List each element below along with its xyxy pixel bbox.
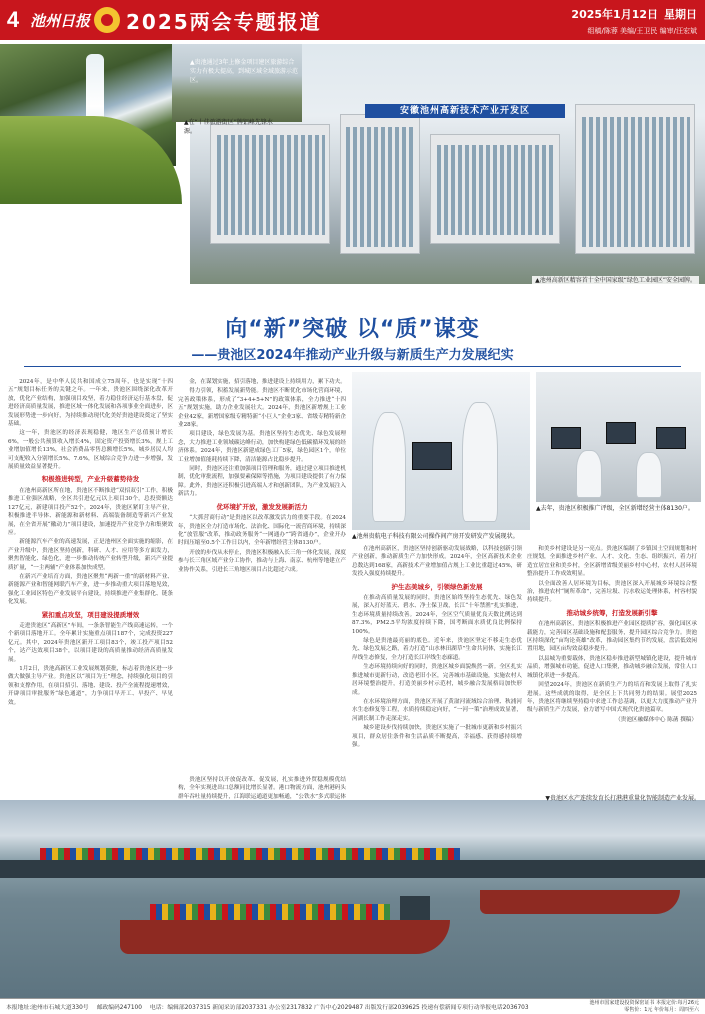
paragraph: 在池州高新区所在地，贵池区不断推进“双招双引”工作，积极推进工业强区战略，全区共引进亿元以上项目30个，总投资额达127亿元，新建项目投产52个。2024年，贵池区紧盯主导产业，积极推进半导体、新能源和新材料、高端装备制造等新兴产业发展，在全省开展“徽动力”项目建设，加速提升产业竞争力和集聚效应。 [8,487,173,536]
issue-date: 2025年1月12日 星期日 [571,8,697,21]
paragraph: 和美乡村建设是另一亮点。贵池区编制了乡镇国土空间规划和村庄规划，全面推进乡村产业、人才、文化、生态、组织振兴，着力打造宜居宜业和美乡村，全区新增省级美丽乡村中心村，农村人居环境整治提升工作成效明显。 [527,546,697,578]
divider [24,366,681,367]
masthead [0,0,705,40]
footer-postcode: 邮政编码247100 [96,1005,142,1011]
paragraph: 这一年，贵池区的经济表现稳健，地区生产总值预计增长6%，一般公共预算收入增长4%，固定资产投资增长3%，规上工业增加值增长13%，社会消费品零售总额增长5%，城乡居民人均可支配收入分别增长5%、7.6%，区域综合竞争力进一步增强，发展质量效益显著提升。 [8,430,173,471]
issue-weekday: 星期日 [664,8,697,21]
newspaper-brand: 池州日报 [30,11,91,30]
section-heading: 推动城乡统筹，打造发展新引擎 [566,608,658,617]
footer [0,998,705,1014]
emblem-icon [94,7,120,33]
paragraph: 回望2024年，贵池区在新质生产力的培育和发展上取得了扎实进展。这些成就的取得，是全区上下共同努力的结果。展望2025年，贵池区将继续坚持稳中求进工作总基调，以更大力度推动产业升级与新质生产力发展，奋力谱写中国式现代化贵池篇章。 [527,682,697,714]
paragraph: 在水环境治理方面，贵池区开展了黄湓河流域综合治理、秋浦河水生态修复等工程，水质持续稳定向好，“一河一策”治理成效显著，河湖长制工作走深走实。 [352,698,522,722]
caption-port: ▼贵池区水产连续发育长打港港重量化智能制造产业发展。 [545,795,700,802]
paragraph: 在池州高新区，贵池区积极推进产业园区提质扩容，强化园区承载能力，完善园区基础设施和配套服务，提升园区综合竞争力。贵池区持续深化“亩均论英雄”改革，推动园区集约节约发展，盘活低效闲置用地，园区亩均效益稳步提升。 [527,621,697,653]
photo-port [0,800,705,998]
paragraph: 在推动高质量发展的同时，贵池区始终坚持生态优先、绿色发展，深入打好蓝天、碧水、净土保卫战，长江“十年禁渔”扎实推进，生态环境质量持续改善。2024年，全区空气质量优良天数比例达到87.3%，PM2.5平均浓度持续下降，国考断面水质优良比例保持100%。 [352,595,522,635]
paragraph: 2024年，是中华人民共和国成立75周年，也是实现“十四五”规划目标任务的关键之年。一年来，贵池区围绕深化改革开放，优化产业结构，加强项目攻坚，着力稳住经济运行基本盘，促进经济高质量发展，推进区域一体化发展和各项事业全面进步，区发展形势进一步向好，为持续推动现代化美好贵池建设奠定了坚实基础。 [8,379,173,428]
byline: （贵池区融媒体中心 陈菡 撰稿） [615,716,697,723]
photo-lab-workers [352,372,530,530]
footer-license: 池州市国家建设投资保密证书 本报定价:每月26元 [589,999,699,1006]
paragraph: 以县城为重要载体，贵池区稳步推进新型城镇化建设，提升城市品质，增强城市功能，促进人口集聚，推动城乡融合发展，常住人口城镇化率进一步提高。 [527,655,697,679]
article-column-2 [178,378,346,774]
subheadline: ——贵池区2024年推动产业升级与新质生产力发展纪实 [191,348,514,363]
caption-park: ▲池州高新区精容首十全中国家级“绿色工业园区”安全园牌。 [532,276,699,285]
caption-office: ▲去年，贵池区积极推广评级，全区新增经营主体8130户。 [536,505,694,512]
paragraph: 1月2日，贵池高新区工业发展规划获批，标志着贵池区进一步做大做强主导产业。贵池区以“项目为王”理念，持续强化项目的引领和支撑作用，在项目招引、落地、建设、投产全流程提速增效，开辟项目审批服务“绿色通道”，力争项目早开工、早投产、早见效。 [8,666,173,706]
caption-lab: ▲池州贵航电子科技有限公司操作间产房开发研发产发展现状。 [352,533,519,540]
masthead-info [565,6,697,36]
photo-service-office [536,372,701,502]
footer-address: 本报地址:池州市石城大道330号 [6,1005,89,1011]
paragraph: 项目建设，绿色发展为基。贵池区坚持生态优先、绿色发展理念，大力推进工业领域碳达峰行动，加快构建绿色低碳循环发展的经济体系。2024年，贵池区新建成绿色工厂5家，绿色园区1个，单位工业增加值能耗持续下降，清洁能源占比稳步提升。 [178,431,346,463]
page-number: 4 [6,7,20,32]
section-heading: 紧扣重点攻坚，项目建设提质增效 [41,610,140,619]
article-column-1 [8,378,173,774]
paragraph: 生态环境持续向好的同时，贵池区城乡面貌焕然一新。全区扎实推进城市更新行动，改造老旧小区，完善城市基础设施，实施农村人居环境整治提升，打造美丽乡村示范村，城乡融合发展格局加快形成。 [352,664,522,696]
paragraph: 在池州高新区，贵池区坚持创新驱动发展战略，以科技创新引领产业创新，推动新质生产力加快形成。2024年，全区高新技术企业总数达到168家，高新技术产业增加值占规上工业比重超过45%，研发投入强度持续提升。 [352,546,522,578]
paragraph: 城乡建设步伐持续加快，贵池区实施了一批城市更新和乡村振兴项目，群众居住条件和生活品质不断提高，幸福感、获得感持续增强。 [352,725,522,748]
paragraph: 绿色是贵池最亮丽的底色。近年来，贵池区坚定不移走生态优先、绿色发展之路，着力打造“山水林田湖草”生命共同体，实施长江岸线生态修复，全力打造长江岸线生态廊道。 [352,638,522,661]
paragraph: 走进贵池区“高新区”车间，一条条智能生产线高速运转，一个个新项目落地开工。全年累计实施重点项目187个，完成投资227亿元。其中，2024年贵池区新开工项目83个，竣工投产项目52个，达产达效项目38个，以项目建设的高质量推动经济高质量发展。 [8,622,173,663]
section-heading: 优环境扩开放，激发发展新活力 [216,502,308,511]
special-title: 2025两会专题报道 [126,9,322,34]
paragraph: 在新兴产业培育方面，贵池区聚焦“两新一重”的新材料产业、新能源产业和智能网联汽车产业，进一步推动重大项目落地见效，强化工业园区特色产业发展平台建设，持续推进产业集群化、链条化发展。 [8,573,173,606]
park-sign: 安徽池州高新技术产业开发区 [365,104,565,118]
paragraph: 以全面改善人居环境为目标，贵池区深入开展城乡环境综合整治，推进农村“厕所革命”，完善垃圾、污水收运处理体系，村容村貌持续提升。 [527,580,697,604]
paragraph: 同时，贵池区还注重加强项目管理和服务，通过建立项目推进机制，优化审批流程，加强要素保障等措施，为项目建设提供了有力保障。此外，贵池区还积极引进高端人才和创新团队，为产业发展注入新活力。 [178,466,346,498]
paragraph: 新能源汽车产业的高速发展，正是池州区全面实施的缩影，在产业升级中，贵池区坚持创新，科研、人才、应用等多方面发力，聚焦智能化、绿色化，进一步推动传统产业转型升级，新兴产业提质扩量，“一主两辅”产业体系加快成型。 [8,539,173,571]
paragraph: 开放的步伐从未停止，贵池区积极融入长三角一体化发展，深度参与长三角区域产业分工协作，推动与上海、南京、杭州等地建立产业协作关系，引进长三角地区项目占比超过六成。 [178,549,346,573]
caption-waterfall: ▲贵池通过3年上修金项目建区旅游综合实力有极大提高，到城区域全域旅游示范区。 [190,59,299,84]
footer-price: 零售价：1元 年价每月：周四至六 [624,1006,699,1013]
headline: 向“新”突破 以“质”谋变 [225,317,480,342]
paragraph: 得力引领，积蓄发展新势能。贵池区不断优化市场化营商环境，完善政策体系，形成了“3+4+5+N”的政策体系，全力推进“十四五”规划实施，助力企业发展壮大。2024年，贵池区新增规上工业企业42家，新增国家级专精特新“小巨人”企业3家、省级专精特新企业28家。 [178,388,346,429]
paragraph: 贵池区坚持以开放促改革、促发展，扎实推进外贸稳规模优结构，全年实现进出口总额同比增长显著。港口物流方面，池州港码头群年吞吐量持续提升，江海联运通道更加畅通，“公铁水”多式联运体 [178,777,346,800]
section-heading: 护生态美城乡，引领绿色新发展 [391,582,483,591]
footer-right [589,1000,699,1014]
editors-line: 组稿/陈蓉 美编/王卫民 编审/汪宏斌 [587,27,697,35]
caption-tea: ▲在“十佳旅游街区”牌铝峰先锋水源。 [184,119,273,135]
section-heading: 积极推进转型，产业升级蓄势待发 [41,475,140,484]
paragraph: 金，在谋划实施，招引落地，推进建设上持续用力，累下功夫。 [189,379,346,385]
footer-phones: 电话：编辑部2037315 新闻采访部2037331 办公室2317832 广告中心2029487 出版发行部2039625 投递有偿新闻专项行动举报电话2036703 [149,1005,529,1011]
paragraph: “大抓营商行动”是贵池区以改革激发活力的重要手段。在2024年，贵池区全力打造市场化、法治化、国际化一流营商环境，持续深化“放管服”改革，推动政务服务“一网通办”“跨省通办”，企业开办时间压缩至0.5个工作日以内，全年新增经营主体8130户。 [178,515,346,547]
